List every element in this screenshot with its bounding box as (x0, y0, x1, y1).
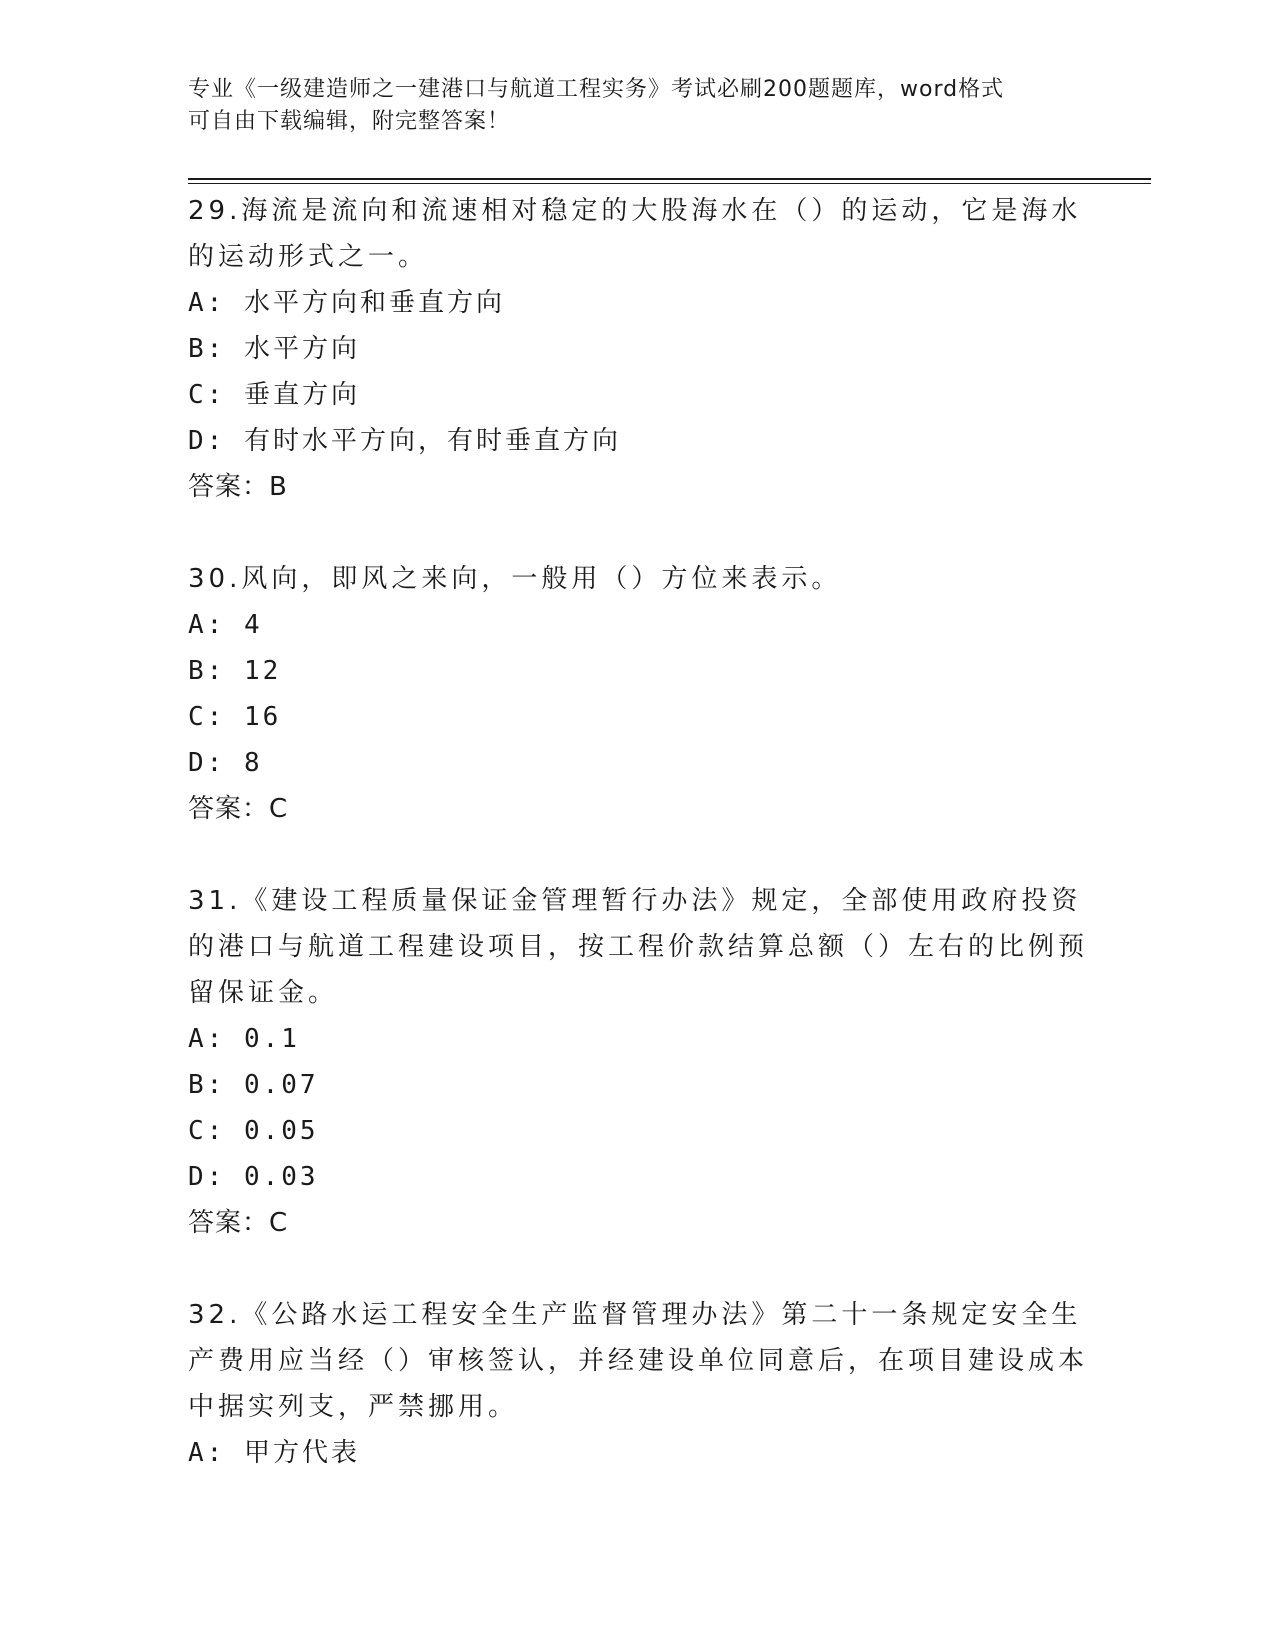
question-29 (188, 188, 1088, 510)
option-d: D: 8 (188, 748, 263, 778)
question-text: 32.《公路水运工程安全生产监督管理办法》第二十一条规定安全生产费用应当经（）审核签认，并经建设单位同意后，在项目建设成本中据实列支，严禁挪用。 (188, 1300, 1089, 1422)
option-c: C: 0.05 (188, 1116, 319, 1146)
option-b: B: 水平方向 (188, 334, 360, 364)
header-divider-thick (188, 178, 1151, 180)
header-line-1: 专业《一级建造师之一建港口与航道工程实务》考试必刷200题题库，word格式 (188, 77, 1005, 102)
option-d: D: 有时水平方向，有时垂直方向 (188, 426, 621, 456)
header-line-2: 可自由下载编辑，附完整答案！ (188, 109, 511, 134)
question-text: 29.海流是流向和流速相对稳定的大股海水在（）的运动，它是海水的运动形式之一。 (188, 196, 1082, 272)
option-a: A: 0.1 (188, 1024, 300, 1054)
question-30 (188, 556, 1088, 832)
answer: 答案：B (188, 472, 288, 502)
question-list (188, 188, 1088, 1522)
answer: 答案：C (188, 1208, 289, 1238)
option-a: A: 水平方向和垂直方向 (188, 288, 505, 318)
question-text: 31.《建设工程质量保证金管理暂行办法》规定，全部使用政府投资的港口与航道工程建设项目，按工程价款结算总额（）左右的比例预留保证金。 (188, 886, 1089, 1008)
question-31 (188, 878, 1088, 1246)
option-a: A: 4 (188, 610, 263, 640)
header-divider-thin (188, 183, 1151, 184)
question-text: 30.风向，即风之来向，一般用（）方位来表示。 (188, 564, 842, 594)
option-d: D: 0.03 (188, 1162, 319, 1192)
answer: 答案：C (188, 794, 289, 824)
document-header (188, 74, 1068, 138)
option-b: B: 12 (188, 656, 282, 686)
question-32 (188, 1292, 1088, 1476)
option-c: C: 16 (188, 702, 282, 732)
option-c: C: 垂直方向 (188, 380, 360, 410)
option-b: B: 0.07 (188, 1070, 319, 1100)
option-a: A: 甲方代表 (188, 1438, 360, 1468)
